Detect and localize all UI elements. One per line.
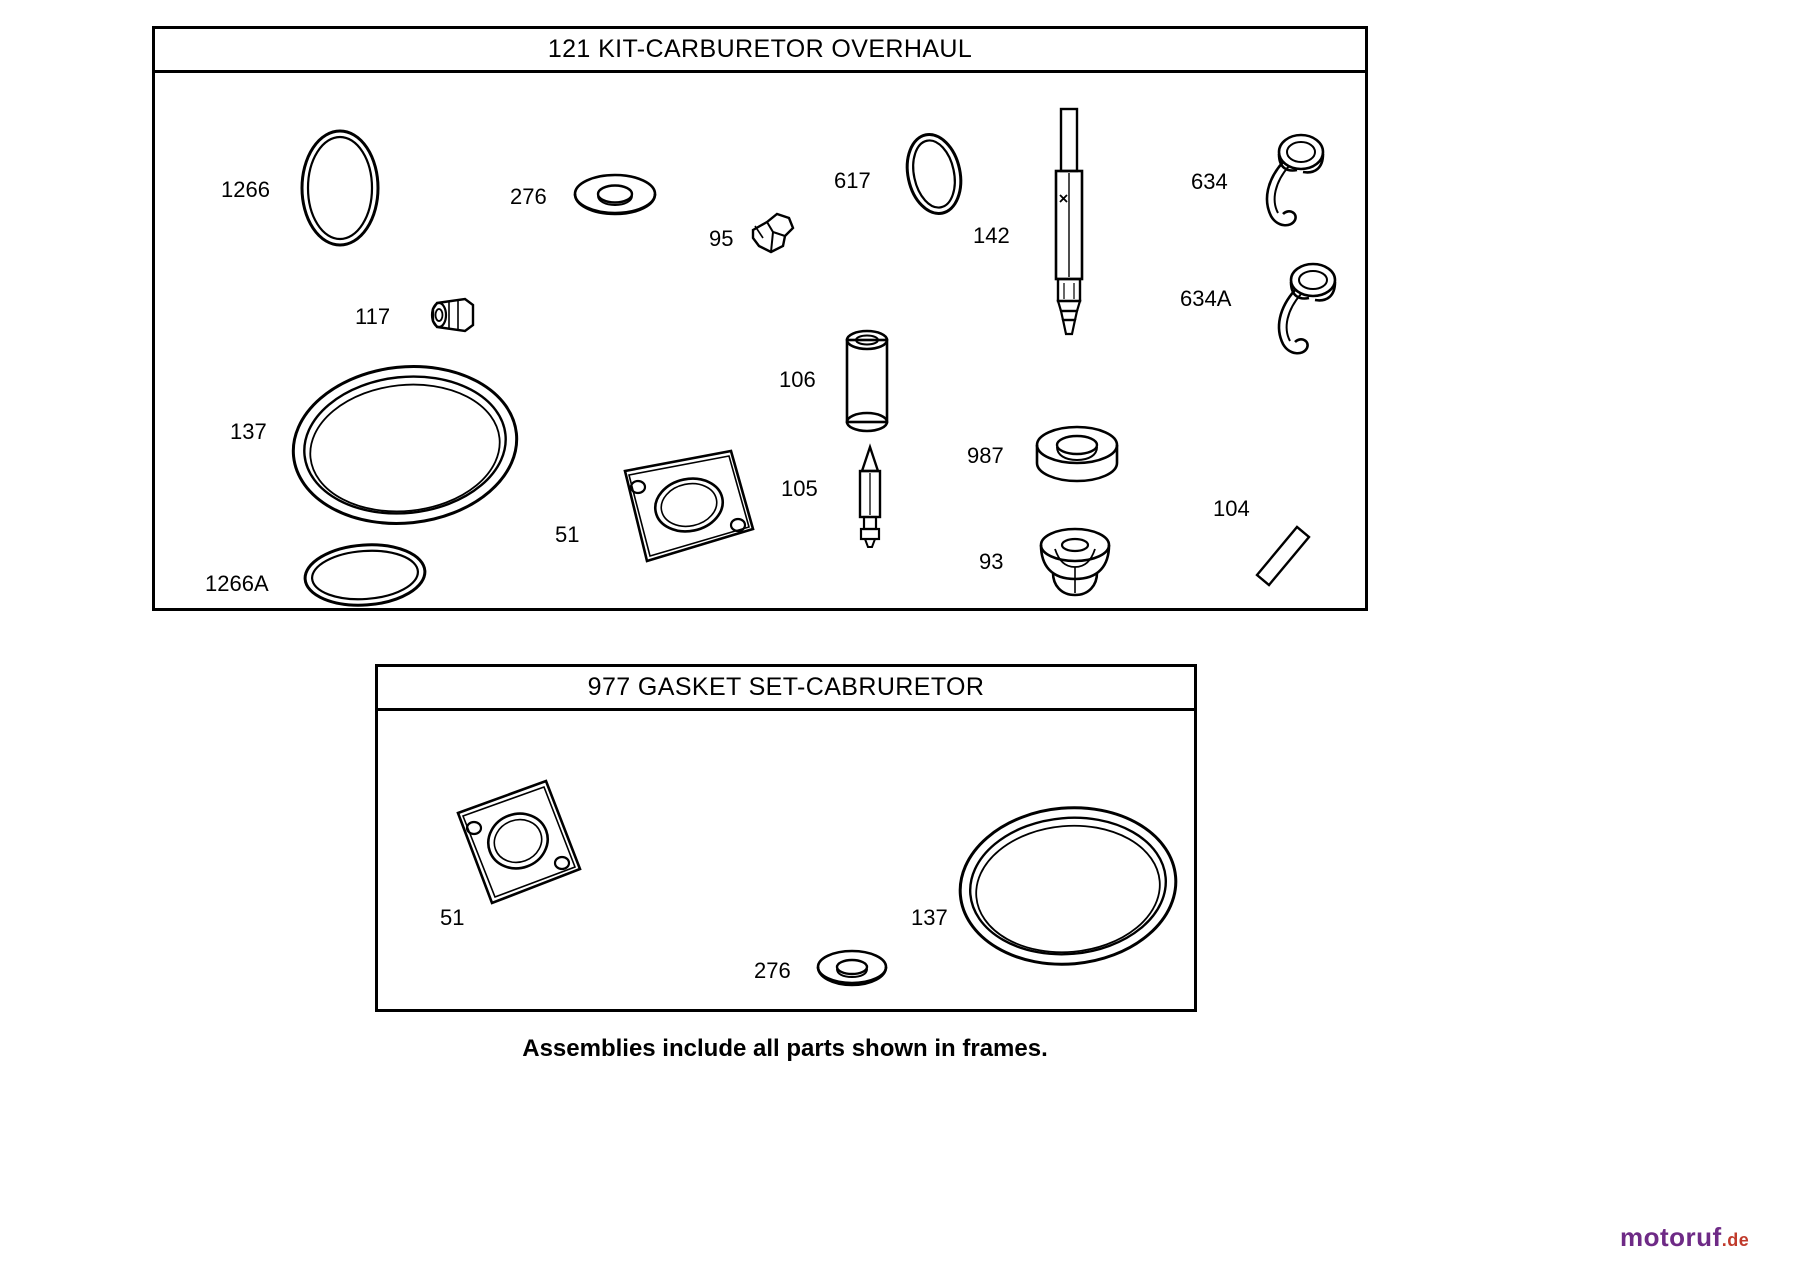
- frame-gasket-body: [378, 711, 1194, 1009]
- part-276-washer-seal: [812, 943, 892, 999]
- frame-gasket-title-bar: [378, 667, 1194, 711]
- label-634: 634: [1191, 169, 1228, 194]
- watermark-suffix: .de: [1721, 1230, 1750, 1250]
- frame-gasket-set-carburetor: [375, 664, 1197, 1012]
- frame-kit-body: [155, 73, 1365, 608]
- frame-kit-carburetor-overhaul: [152, 26, 1368, 611]
- frame-kit-title-bar: [155, 29, 1365, 73]
- label-987: 987: [967, 443, 1004, 468]
- label-142: 142: [973, 223, 1010, 248]
- part-51-gasket-flange: [438, 771, 598, 921]
- label-gasket-276: 276: [754, 958, 791, 983]
- label-95: 95: [709, 226, 734, 251]
- part-617-o-ring-small-oval: [898, 128, 970, 220]
- part-105-needle-valve: [845, 443, 895, 553]
- label-1266: 1266: [221, 177, 270, 202]
- part-104-pin-rod: [1245, 513, 1325, 593]
- label-276: 276: [510, 184, 547, 209]
- label-gasket-137: 137: [911, 905, 948, 930]
- part-1266-o-ring-large-oval: [290, 123, 390, 253]
- label-106: 106: [779, 367, 816, 392]
- label-634A: 634A: [1180, 286, 1232, 311]
- label-105: 105: [781, 476, 818, 501]
- label-1266A: 1266A: [205, 571, 269, 596]
- part-117-bushing: [425, 291, 483, 343]
- part-137-gasket-ring-large: [953, 796, 1183, 976]
- frame-kit-title: 121 KIT-CARBURETOR OVERHAUL: [547, 35, 973, 63]
- part-93-cup-seal: [1025, 523, 1125, 609]
- part-634-spring-clip-coil: [1253, 128, 1343, 238]
- label-137: 137: [230, 419, 267, 444]
- part-95-fitting-elbow: [743, 208, 805, 268]
- watermark-motoruf: [1620, 1222, 1749, 1253]
- part-106-sleeve-tube: [835, 328, 899, 436]
- part-137-gasket-ring-large: [285, 355, 525, 535]
- watermark-name: motoruf: [1620, 1222, 1722, 1252]
- part-51-gasket-flange: [607, 443, 767, 573]
- label-617: 617: [834, 168, 871, 193]
- frame-gasket-title: 977 GASKET SET-CABRURETOR: [587, 673, 985, 701]
- part-276-washer-seal: [570, 168, 660, 230]
- part-634A-spring-clip-coil-a: [1265, 258, 1355, 368]
- part-142-valve-needle-shaft: [1040, 103, 1100, 363]
- label-51: 51: [555, 522, 580, 547]
- part-1266A-o-ring-medium-oval: [295, 535, 435, 615]
- label-104: 104: [1213, 496, 1250, 521]
- label-117: 117: [355, 304, 391, 329]
- part-987-seat-ring: [1027, 423, 1127, 495]
- label-93: 93: [979, 549, 1004, 574]
- footer-note: Assemblies include all parts shown in frames.: [522, 1035, 1048, 1062]
- label-gasket-51: 51: [440, 905, 465, 930]
